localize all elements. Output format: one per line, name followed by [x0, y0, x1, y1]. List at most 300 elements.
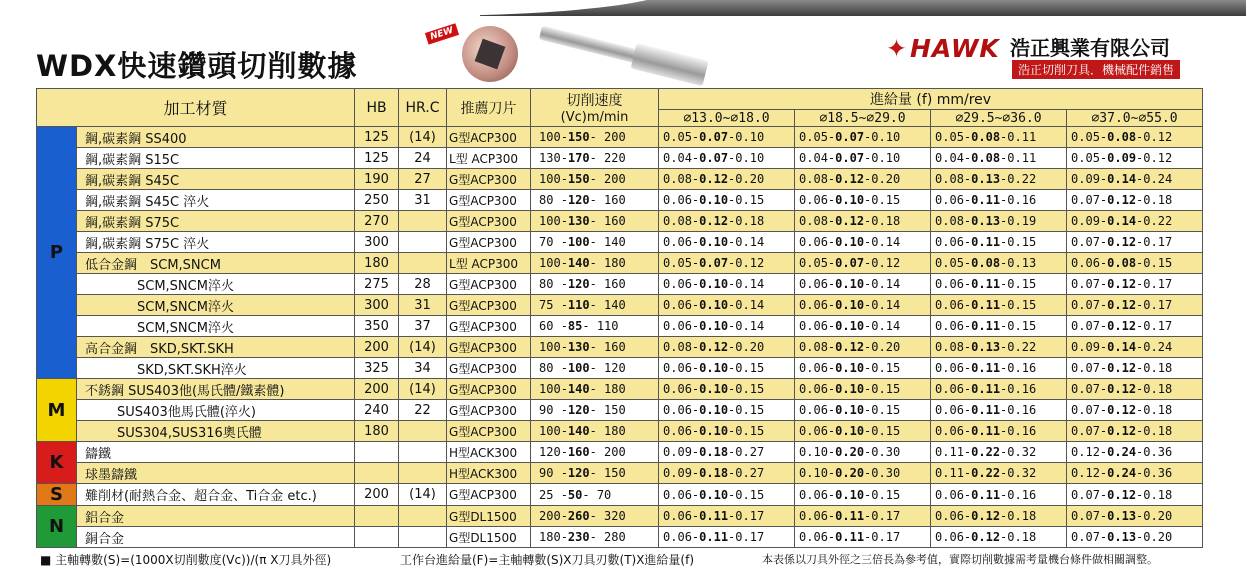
- feed-min: 0.06-: [799, 424, 836, 438]
- feed-max: -0.24: [1136, 340, 1173, 354]
- speed-cell: [531, 442, 659, 463]
- hb-cell: 125: [355, 148, 399, 169]
- feed-min: 0.06-: [935, 319, 972, 333]
- speed-min: 200-: [539, 509, 568, 523]
- speed-cell: [531, 274, 659, 295]
- material-cell: SCM,SNCM淬火: [77, 295, 355, 316]
- tool-cell: G型ACP300: [447, 211, 531, 232]
- feed-min: 0.06-: [663, 319, 700, 333]
- feed-max: -0.17: [1136, 235, 1173, 249]
- speed-rec: 130: [567, 214, 590, 228]
- feed-rec: 0.12: [1107, 487, 1137, 502]
- table-row: [37, 190, 1203, 211]
- cutting-data-table: [36, 88, 1203, 548]
- feed-rec: 0.12: [1107, 319, 1137, 333]
- feed-min: 0.06-: [935, 530, 972, 544]
- hrc-cell: [399, 506, 447, 527]
- feed-rec: 0.12: [1107, 298, 1137, 312]
- hb-cell: [355, 463, 399, 484]
- tool-cell: G型DL1500: [447, 527, 531, 548]
- speed-max: - 160: [589, 193, 626, 207]
- feed-rec: 0.12: [835, 214, 865, 228]
- speed-cell: [531, 506, 659, 527]
- feed-cell: [931, 358, 1067, 379]
- speed-rec: 120: [567, 193, 590, 207]
- speed-cell: [531, 527, 659, 548]
- speed-min: 25 -: [539, 487, 568, 502]
- feed-max: -0.15: [728, 424, 765, 438]
- feed-max: -0.22: [1000, 172, 1037, 186]
- feed-min: 0.08-: [663, 172, 700, 186]
- material-cell: 鑄鐵: [77, 442, 355, 463]
- header-speed-line2: (Vc)m/min: [560, 110, 629, 125]
- hrc-cell: [399, 527, 447, 548]
- feed-rec: 0.12: [1107, 403, 1137, 417]
- feed-max: -0.17: [728, 509, 765, 523]
- feed-rec: 0.08: [971, 256, 1001, 270]
- feed-min: 0.06-: [935, 235, 972, 249]
- header-diameter-3: ⌀29.5~⌀36.0: [931, 110, 1067, 127]
- feed-rec: 0.12: [835, 172, 865, 186]
- table-row: [37, 421, 1203, 442]
- speed-min: 100-: [539, 382, 568, 396]
- table-row: [37, 527, 1203, 548]
- hrc-cell: [399, 232, 447, 253]
- tool-cell: G型ACP300: [447, 421, 531, 442]
- feed-max: -0.15: [728, 487, 765, 502]
- feed-rec: 0.18: [699, 466, 729, 480]
- feed-cell: [931, 232, 1067, 253]
- footer-formula-spindle: ■ 主軸轉數(S)=(1000X切削數度(Vc))/(π X刀具外徑): [40, 553, 332, 567]
- header-diameter-4: ⌀37.0~⌀55.0: [1067, 110, 1203, 127]
- material-cell: 不銹鋼 SUS403他(馬氏體/鐵素體): [77, 379, 355, 400]
- feed-cell: [659, 400, 795, 421]
- feed-rec: 0.11: [971, 298, 1001, 312]
- hb-cell: 250: [355, 190, 399, 211]
- feed-cell: [1067, 190, 1203, 211]
- tool-cell: H型ACK300: [447, 442, 531, 463]
- hb-cell: 180: [355, 253, 399, 274]
- feed-rec: 0.10: [835, 487, 865, 502]
- material-cell: 鋼,碳素鋼 S45C: [77, 169, 355, 190]
- feed-min: 0.06-: [935, 361, 972, 375]
- feed-max: -0.12: [1136, 151, 1173, 165]
- feed-rec: 0.10: [835, 235, 865, 249]
- feed-rec: 0.12: [699, 172, 729, 186]
- speed-cell: [531, 463, 659, 484]
- speed-rec: 85: [567, 319, 583, 333]
- hb-cell: 200: [355, 484, 399, 506]
- feed-rec: 0.11: [971, 235, 1001, 249]
- feed-min: 0.06-: [663, 277, 700, 291]
- feed-rec: 0.12: [1107, 361, 1137, 375]
- table-row: [37, 463, 1203, 484]
- speed-cell: [531, 148, 659, 169]
- hrc-cell: 27: [399, 169, 447, 190]
- feed-max: -0.22: [1136, 214, 1173, 228]
- company-name: 浩正興業有限公司: [1010, 36, 1170, 60]
- speed-rec: 50: [567, 487, 583, 502]
- tool-cell: G型ACP300: [447, 400, 531, 421]
- feed-max: -0.18: [1000, 509, 1037, 523]
- feed-min: 0.07-: [1071, 487, 1108, 502]
- header-speed: [531, 89, 659, 127]
- speed-rec: 100: [567, 235, 590, 249]
- feed-cell: [795, 527, 931, 548]
- feed-rec: 0.10: [699, 403, 729, 417]
- feed-cell: [1067, 442, 1203, 463]
- feed-max: -0.12: [1136, 130, 1173, 144]
- feed-min: 0.06-: [663, 298, 700, 312]
- table-row: [37, 295, 1203, 316]
- feed-max: -0.18: [1136, 424, 1173, 438]
- feed-min: 0.07-: [1071, 319, 1108, 333]
- feed-max: -0.14: [728, 319, 765, 333]
- feed-rec: 0.11: [971, 424, 1001, 438]
- speed-max: - 70: [582, 487, 612, 502]
- feed-max: -0.17: [1136, 319, 1173, 333]
- table-row: [37, 253, 1203, 274]
- material-cell: SUS304,SUS316奧氏體: [77, 421, 355, 442]
- hb-cell: 200: [355, 337, 399, 358]
- feed-cell: [1067, 400, 1203, 421]
- speed-cell: [531, 337, 659, 358]
- feed-min: 0.08-: [799, 214, 836, 228]
- feed-rec: 0.13: [1107, 530, 1137, 544]
- feed-min: 0.05-: [799, 130, 836, 144]
- hrc-cell: 34: [399, 358, 447, 379]
- feed-min: 0.06-: [663, 424, 700, 438]
- speed-min: 100-: [539, 256, 568, 270]
- table-row: [37, 274, 1203, 295]
- feed-rec: 0.12: [971, 509, 1001, 523]
- feed-cell: [1067, 169, 1203, 190]
- table-row: [37, 232, 1203, 253]
- feed-rec: 0.10: [835, 277, 865, 291]
- feed-cell: [931, 337, 1067, 358]
- speed-max: - 280: [589, 530, 626, 544]
- feed-cell: [1067, 253, 1203, 274]
- material-cell: 難削材(耐熱合金、超合金、Ti合金 etc.): [77, 484, 355, 506]
- feed-rec: 0.20: [835, 466, 865, 480]
- speed-rec: 260: [567, 509, 590, 523]
- feed-cell: [795, 127, 931, 148]
- category-m: M: [37, 379, 77, 442]
- feed-max: -0.32: [1000, 445, 1037, 459]
- feed-max: -0.36: [1136, 445, 1173, 459]
- feed-max: -0.15: [728, 403, 765, 417]
- feed-cell: [659, 316, 795, 337]
- feed-rec: 0.14: [1107, 214, 1137, 228]
- feed-max: -0.20: [1136, 509, 1173, 523]
- speed-min: 100-: [539, 424, 568, 438]
- feed-max: -0.22: [1000, 340, 1037, 354]
- feed-max: -0.15: [1000, 235, 1037, 249]
- feed-max: -0.15: [728, 382, 765, 396]
- feed-min: 0.06-: [663, 193, 700, 207]
- table-row: [37, 337, 1203, 358]
- speed-cell: [531, 211, 659, 232]
- speed-cell: [531, 358, 659, 379]
- feed-min: 0.07-: [1071, 277, 1108, 291]
- feed-max: -0.16: [1000, 487, 1037, 502]
- feed-rec: 0.10: [835, 193, 865, 207]
- feed-cell: [659, 148, 795, 169]
- feed-cell: [659, 379, 795, 400]
- feed-max: -0.27: [728, 445, 765, 459]
- tool-cell: G型ACP300: [447, 316, 531, 337]
- speed-rec: 230: [567, 530, 590, 544]
- hrc-cell: (14): [399, 484, 447, 506]
- feed-rec: 0.13: [971, 172, 1001, 186]
- hb-cell: 300: [355, 295, 399, 316]
- hrc-cell: (14): [399, 127, 447, 148]
- speed-rec: 120: [567, 403, 590, 417]
- feed-min: 0.09-: [1071, 214, 1108, 228]
- header-row-1: [37, 89, 1203, 110]
- feed-max: -0.18: [1136, 403, 1173, 417]
- category-k: K: [37, 442, 77, 484]
- material-cell: SCM,SNCM淬火: [77, 274, 355, 295]
- speed-cell: [531, 253, 659, 274]
- feed-rec: 0.11: [835, 530, 865, 544]
- feed-rec: 0.12: [1107, 424, 1137, 438]
- feed-min: 0.05-: [935, 256, 972, 270]
- feed-cell: [1067, 484, 1203, 506]
- feed-min: 0.06-: [935, 487, 972, 502]
- feed-max: -0.16: [1000, 361, 1037, 375]
- speed-rec: 140: [567, 382, 590, 396]
- speed-min: 70 -: [539, 235, 568, 249]
- table-row: [37, 484, 1203, 506]
- feed-min: 0.05-: [935, 130, 972, 144]
- feed-max: -0.15: [864, 487, 901, 502]
- feed-min: 0.07-: [1071, 403, 1108, 417]
- feed-cell: [931, 190, 1067, 211]
- feed-rec: 0.08: [971, 130, 1001, 144]
- tool-cell: L型 ACP300: [447, 253, 531, 274]
- hrc-cell: 31: [399, 295, 447, 316]
- feed-min: 0.06-: [1071, 256, 1108, 270]
- feed-cell: [931, 148, 1067, 169]
- feed-rec: 0.07: [835, 130, 865, 144]
- feed-rec: 0.11: [699, 509, 729, 523]
- feed-min: 0.07-: [1071, 235, 1108, 249]
- feed-rec: 0.11: [971, 277, 1001, 291]
- insert-image: [462, 26, 518, 82]
- speed-cell: [531, 379, 659, 400]
- feed-rec: 0.11: [971, 487, 1001, 502]
- speed-max: - 150: [589, 403, 626, 417]
- table-row: [37, 211, 1203, 232]
- feed-max: -0.15: [728, 193, 765, 207]
- speed-min: 100-: [539, 130, 568, 144]
- hrc-cell: [399, 421, 447, 442]
- feed-cell: [795, 316, 931, 337]
- feed-max: -0.20: [728, 172, 765, 186]
- material-cell: 鋼,碳素鋼 S15C: [77, 148, 355, 169]
- feed-rec: 0.10: [835, 382, 865, 396]
- hb-cell: 300: [355, 232, 399, 253]
- tool-cell: H型ACK300: [447, 463, 531, 484]
- speed-max: - 200: [589, 445, 626, 459]
- feed-min: 0.06-: [935, 424, 972, 438]
- hrc-cell: 31: [399, 190, 447, 211]
- speed-cell: [531, 421, 659, 442]
- feed-min: 0.06-: [799, 319, 836, 333]
- feed-min: 0.07-: [1071, 193, 1108, 207]
- feed-cell: [931, 379, 1067, 400]
- table-row: [37, 169, 1203, 190]
- speed-min: 100-: [539, 172, 568, 186]
- speed-min: 180-: [539, 530, 568, 544]
- speed-rec: 130: [567, 340, 590, 354]
- speed-rec: 110: [567, 298, 590, 312]
- feed-max: -0.16: [1000, 424, 1037, 438]
- footer-note: 本表係以刀具外徑之三倍長為參考值，實際切削數據需考量機台條件做相關調整。: [762, 553, 1158, 566]
- material-cell: 鋁合金: [77, 506, 355, 527]
- feed-max: -0.18: [1000, 530, 1037, 544]
- speed-max: - 140: [589, 298, 626, 312]
- feed-min: 0.06-: [663, 530, 700, 544]
- feed-cell: [659, 253, 795, 274]
- category-s: S: [37, 484, 77, 506]
- hrc-cell: [399, 442, 447, 463]
- feed-cell: [795, 232, 931, 253]
- feed-cell: [659, 358, 795, 379]
- feed-cell: [795, 148, 931, 169]
- feed-min: 0.08-: [799, 172, 836, 186]
- table-row: [37, 148, 1203, 169]
- feed-max: -0.15: [728, 361, 765, 375]
- feed-max: -0.15: [1000, 319, 1037, 333]
- feed-max: -0.15: [1000, 298, 1037, 312]
- feed-rec: 0.13: [971, 214, 1001, 228]
- feed-min: 0.08-: [935, 214, 972, 228]
- hb-cell: 270: [355, 211, 399, 232]
- speed-rec: 120: [567, 466, 590, 480]
- feed-cell: [659, 337, 795, 358]
- material-cell: 銅合金: [77, 527, 355, 548]
- feed-min: 0.06-: [935, 382, 972, 396]
- feed-rec: 0.07: [699, 130, 729, 144]
- feed-min: 0.06-: [799, 277, 836, 291]
- feed-cell: [795, 463, 931, 484]
- tool-cell: G型DL1500: [447, 506, 531, 527]
- hb-cell: [355, 506, 399, 527]
- speed-min: 100-: [539, 214, 568, 228]
- tool-cell: G型ACP300: [447, 274, 531, 295]
- feed-rec: 0.10: [835, 424, 865, 438]
- feed-max: -0.14: [864, 298, 901, 312]
- speed-cell: [531, 232, 659, 253]
- speed-max: - 200: [589, 172, 626, 186]
- feed-max: -0.14: [728, 277, 765, 291]
- feed-min: 0.06-: [799, 382, 836, 396]
- feed-rec: 0.12: [699, 340, 729, 354]
- feed-cell: [659, 274, 795, 295]
- material-cell: 低合金鋼 SCM,SNCM: [77, 253, 355, 274]
- speed-rec: 140: [567, 256, 590, 270]
- feed-min: 0.06-: [663, 403, 700, 417]
- speed-cell: [531, 127, 659, 148]
- feed-cell: [795, 484, 931, 506]
- feed-max: -0.17: [864, 509, 901, 523]
- feed-min: 0.05-: [663, 130, 700, 144]
- feed-max: -0.15: [864, 193, 901, 207]
- feed-max: -0.30: [864, 466, 901, 480]
- feed-rec: 0.09: [1107, 151, 1137, 165]
- feed-cell: [931, 484, 1067, 506]
- feed-min: 0.06-: [663, 509, 700, 523]
- feed-rec: 0.10: [699, 235, 729, 249]
- hrc-cell: 37: [399, 316, 447, 337]
- speed-min: 130-: [539, 151, 568, 165]
- feed-min: 0.04-: [663, 151, 700, 165]
- feed-max: -0.16: [1000, 193, 1037, 207]
- product-illustration: [420, 18, 720, 88]
- speed-min: 100-: [539, 340, 568, 354]
- speed-rec: 170: [567, 151, 590, 165]
- feed-min: 0.06-: [799, 361, 836, 375]
- feed-rec: 0.12: [1107, 235, 1137, 249]
- speed-max: - 180: [589, 382, 626, 396]
- feed-rec: 0.13: [1107, 509, 1137, 523]
- brand-logo: [886, 34, 1000, 63]
- table-row: [37, 379, 1203, 400]
- hb-cell: [355, 527, 399, 548]
- feed-rec: 0.18: [699, 445, 729, 459]
- feed-max: -0.12: [728, 256, 765, 270]
- hb-cell: 240: [355, 400, 399, 421]
- hb-cell: 125: [355, 127, 399, 148]
- feed-min: 0.05-: [1071, 151, 1108, 165]
- speed-max: - 160: [589, 214, 626, 228]
- feed-rec: 0.10: [699, 193, 729, 207]
- feed-max: -0.19: [1000, 214, 1037, 228]
- hb-cell: 325: [355, 358, 399, 379]
- feed-cell: [1067, 148, 1203, 169]
- feed-max: -0.27: [728, 466, 765, 480]
- feed-rec: 0.11: [699, 530, 729, 544]
- speed-min: 80 -: [539, 193, 568, 207]
- feed-min: 0.05-: [663, 256, 700, 270]
- tool-cell: G型ACP300: [447, 484, 531, 506]
- speed-min: 120-: [539, 445, 568, 459]
- tool-cell: G型ACP300: [447, 295, 531, 316]
- feed-max: -0.18: [1136, 361, 1173, 375]
- feed-max: -0.14: [864, 235, 901, 249]
- feed-cell: [795, 295, 931, 316]
- feed-cell: [1067, 232, 1203, 253]
- speed-rec: 150: [567, 130, 590, 144]
- feed-rec: 0.10: [699, 361, 729, 375]
- feed-cell: [931, 442, 1067, 463]
- speed-cell: [531, 316, 659, 337]
- feed-max: -0.15: [1000, 277, 1037, 291]
- feed-max: -0.16: [1000, 403, 1037, 417]
- speed-max: - 160: [589, 340, 626, 354]
- feed-rec: 0.07: [699, 151, 729, 165]
- material-cell: SCM,SNCM淬火: [77, 316, 355, 337]
- feed-min: 0.07-: [1071, 361, 1108, 375]
- speed-min: 90 -: [539, 466, 568, 480]
- feed-cell: [795, 337, 931, 358]
- feed-cell: [795, 358, 931, 379]
- feed-cell: [659, 484, 795, 506]
- feed-max: -0.17: [728, 530, 765, 544]
- feed-cell: [659, 506, 795, 527]
